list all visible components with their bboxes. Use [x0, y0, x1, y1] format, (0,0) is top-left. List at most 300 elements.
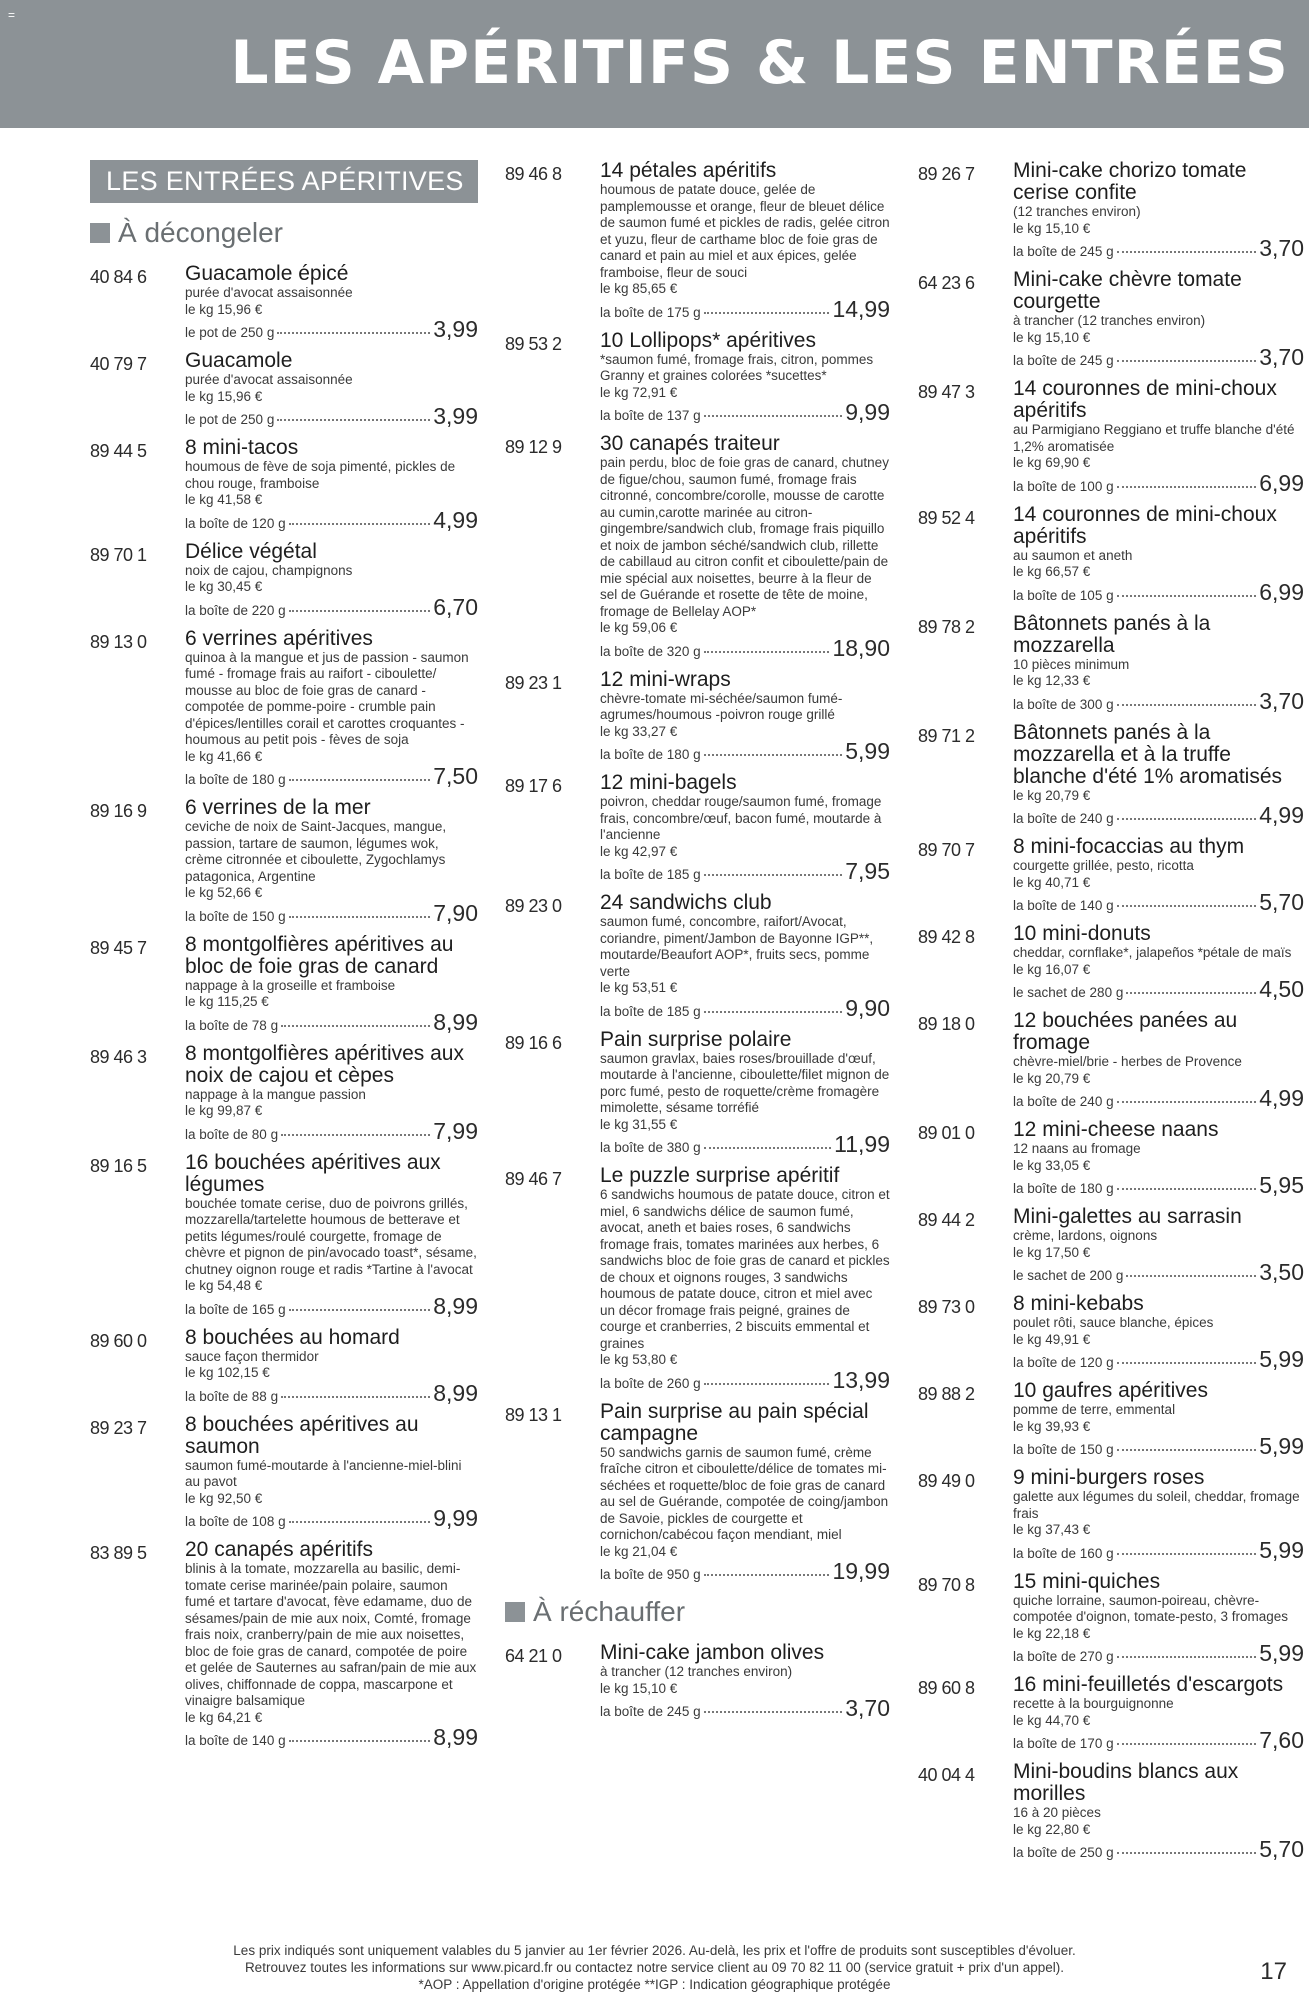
price-line: [185, 1726, 478, 1752]
package-label: la boîte de 88 g: [185, 1388, 279, 1404]
dotted-leader: [1117, 818, 1257, 820]
package-label: la boîte de 165 g: [185, 1301, 286, 1317]
price-line: [185, 1507, 478, 1533]
product-item: [505, 772, 890, 886]
product-description: saumon fumé, concombre, raifort/Avocat, coriandre, piment/Jambon de Bayonne IGP**, moutarde/Beaufort AOP*, fruits secs, pomme verte: [600, 914, 874, 979]
product-body: [1013, 1293, 1304, 1374]
price-line: [1013, 978, 1304, 1004]
product-code: 89 46 7: [505, 1169, 562, 1189]
product-item: [918, 1293, 1304, 1374]
dotted-leader: [1117, 704, 1257, 706]
product-item: [90, 934, 478, 1037]
product-name: 16 bouchées apéritives aux légumes: [185, 1150, 441, 1196]
product-name: 9 mini-burgers roses: [1013, 1466, 1205, 1489]
price-per-kg: le kg 20,79 €: [1013, 787, 1091, 803]
package-label: la boîte de 180 g: [1013, 1181, 1114, 1196]
product-body: [600, 669, 890, 767]
product-name: 24 sandwichs club: [600, 891, 772, 914]
price-line: [185, 405, 478, 431]
product-code: 89 46 8: [505, 164, 562, 184]
package-label: le sachet de 280 g: [1013, 985, 1124, 1000]
price-line: [1013, 1536, 1304, 1565]
product-item: [918, 269, 1304, 372]
product-description: (12 tranches environ): [1013, 204, 1141, 219]
product-price: 18,90: [832, 634, 890, 661]
product-description: noix de cajou, champignons: [185, 562, 353, 578]
package-label: la boîte de 380 g: [600, 1140, 701, 1155]
product-description: cheddar, cornflake*, jalapeños *pétale de maïs: [1013, 945, 1292, 960]
product-body: [1013, 836, 1304, 917]
price-line: [1013, 1261, 1304, 1287]
package-label: la boîte de 185 g: [600, 1003, 701, 1019]
product-code: 64 23 6: [918, 273, 975, 293]
product-item: [918, 1674, 1304, 1755]
product-description: saumon gravlax, baies roses/brouillade d'œuf, moutarde à l'ancienne, ciboulette/filet mignon de porc fumé, pesto de roquette/crème fromagère mimolette, sésame torréfié: [600, 1050, 890, 1115]
product-item: [918, 504, 1304, 607]
subheading-reheat: [505, 1596, 890, 1628]
product-code: 89 13 1: [505, 1404, 562, 1425]
product-price: 7,60: [1259, 1727, 1304, 1753]
product-name: 6 verrines de la mer: [185, 796, 371, 819]
product-item: [505, 1029, 890, 1160]
product-name: 12 mini-cheese naans: [1013, 1118, 1219, 1141]
package-label: la boîte de 160 g: [1013, 1545, 1114, 1561]
price-line: [600, 740, 890, 766]
product-name: 14 couronnes de mini-choux apéritifs: [1013, 502, 1277, 548]
product-name: Pain surprise polaire: [600, 1027, 792, 1051]
price-per-kg: le kg 42,97 €: [600, 843, 678, 859]
product-body: [185, 1539, 478, 1752]
dotted-leader: [704, 1147, 832, 1149]
product-description: à trancher (12 tranches environ): [600, 1664, 793, 1679]
product-item: [918, 923, 1304, 1004]
package-label: la boîte de 220 g: [185, 602, 286, 618]
product-body: [1013, 1010, 1304, 1113]
footer-validity: Les prix indiqués sont uniquement valables du 5 janvier au 1er février 2026. Au-delà, les prix et l'offre de produits sont susceptibles d'évoluer.: [233, 1943, 1076, 1958]
product-code: 89 12 9: [505, 437, 562, 457]
product-code: 89 49 0: [918, 1471, 975, 1491]
product-body: [1013, 1761, 1304, 1864]
dotted-leader: [704, 1383, 830, 1385]
square-bullet-icon: [90, 223, 110, 243]
product-description: galette aux légumes du soleil, cheddar, fromage frais: [1013, 1489, 1300, 1521]
product-description: houmous de fève de soja pimenté, pickles de chou rouge, framboise: [185, 459, 456, 491]
package-label: la boîte de 80 g: [185, 1126, 279, 1142]
product-price: 7,99: [433, 1117, 478, 1144]
product-body: [185, 541, 478, 622]
page-number: 17: [1260, 1958, 1287, 1985]
product-item: [505, 1165, 890, 1395]
price-per-kg: le kg 15,10 €: [1013, 329, 1091, 345]
package-label: la boîte de 245 g: [1013, 353, 1114, 368]
dotted-leader: [704, 1011, 843, 1013]
dotted-leader: [289, 916, 431, 918]
product-item: [918, 836, 1304, 917]
product-item: [90, 1152, 478, 1321]
product-price: 3,70: [1259, 235, 1304, 261]
price-line: [1013, 1348, 1304, 1374]
square-bullet-icon: [505, 1602, 525, 1622]
price-per-kg: le kg 15,96 €: [185, 301, 263, 317]
product-body: [185, 628, 478, 792]
dotted-leader: [1117, 595, 1257, 597]
product-description: quinoa à la mangue et jus de passion - saumon fumé - fromage frais au raifort - ciboulette/ mousse au bloc de foie gras de canard - compotée de pomme-poire - crumble pain d'épices/lentilles corail et carottes croquantes - houmous au petit pois - fèves de soja: [185, 649, 469, 747]
product-code: 89 16 6: [505, 1032, 562, 1053]
package-label: la boîte de 240 g: [1013, 811, 1114, 826]
product-body: [600, 330, 890, 428]
product-body: [1013, 1571, 1304, 1669]
product-body: [1013, 160, 1304, 263]
product-name: 16 mini-feuilletés d'escargots: [1013, 1673, 1284, 1696]
product-item: [90, 541, 478, 622]
dotted-leader: [1117, 1743, 1257, 1745]
product-body: [185, 934, 478, 1037]
product-price: 3,70: [845, 1695, 890, 1721]
product-description: bouchée tomate cerise, duo de poivrons grillés, mozzarella/tartelette houmous de betterave et petits légumes/roulé courgette, fromage de chèvre et pignon de pin/avocado toast*, sésame, chutney oignon rouge et radis *Tartine à l'avocat: [185, 1195, 477, 1277]
product-code: 89 45 7: [90, 937, 147, 958]
product-code: 83 89 5: [90, 1543, 147, 1563]
product-body: [600, 1029, 890, 1160]
product-item: [918, 722, 1304, 831]
product-price: 5,70: [1259, 1836, 1304, 1862]
corner-mark: =: [8, 8, 16, 22]
price-line: [600, 401, 890, 427]
product-description: purée d'avocat assaisonnée: [185, 285, 353, 300]
product-item: [90, 263, 478, 344]
product-name: Le puzzle surprise apéritif: [600, 1164, 840, 1187]
product-price: 5,99: [1259, 1433, 1304, 1459]
product-code: 89 26 7: [918, 164, 975, 184]
price-line: [1013, 346, 1304, 372]
product-name: 30 canapés traiteur: [600, 432, 780, 455]
page-banner: [0, 0, 1309, 128]
price-line: [185, 593, 478, 622]
price-per-kg: le kg 17,50 €: [1013, 1244, 1091, 1260]
price-per-kg: le kg 99,87 €: [185, 1103, 263, 1118]
package-label: la boîte de 320 g: [600, 643, 701, 659]
price-per-kg: le kg 102,15 €: [185, 1365, 270, 1380]
product-name: Mini-cake jambon olives: [600, 1641, 825, 1664]
price-line: [1013, 804, 1304, 830]
price-per-kg: le kg 15,10 €: [1013, 220, 1091, 236]
product-body: [600, 772, 890, 886]
package-label: la boîte de 180 g: [185, 772, 286, 787]
price-per-kg: le kg 115,25 €: [185, 994, 269, 1009]
package-label: la boîte de 140 g: [185, 1733, 286, 1748]
product-description: chèvre-tomate mi-séchée/saumon fumé-agrumes/houmous -poivron rouge grillé: [600, 690, 843, 722]
price-line: [1013, 1729, 1304, 1755]
price-line: [185, 318, 478, 344]
price-line: [1013, 1642, 1304, 1668]
product-price: 9,90: [845, 994, 890, 1021]
package-label: la boîte de 137 g: [600, 408, 701, 423]
dotted-leader: [289, 610, 431, 612]
price-per-kg: le kg 53,80 €: [600, 1352, 678, 1367]
product-description: 6 sandwichs houmous de patate douce, citron et miel, 6 sandwichs délice de saumon fumé, avocat, aneth et baies roses, 6 sandwichs fromage frais, tomates marinées aux herbes, 6 sandwichs bloc de foie gras de canard et pickles de choux et oignons rouges, 3 sandwichs houmous de patate douce, citron et miel avec un décor fromage frais peigné, graines de courge et cranberries, 2 biscuits emmental et graines: [600, 1187, 890, 1351]
product-description: courgette grillée, pesto, ricotta: [1013, 858, 1194, 873]
price-line: [1013, 1435, 1304, 1461]
product-code: 89 53 2: [505, 333, 562, 354]
product-body: [1013, 269, 1304, 372]
dotted-leader: [1117, 251, 1257, 253]
product-code: 89 16 5: [90, 1155, 147, 1176]
price-per-kg: le kg 41,66 €: [185, 748, 263, 764]
dotted-leader: [1117, 1449, 1257, 1451]
package-label: la boîte de 150 g: [185, 908, 286, 924]
product-price: 3,50: [1259, 1259, 1304, 1285]
product-name: 14 pétales apéritifs: [600, 159, 777, 182]
package-label: la boîte de 260 g: [600, 1375, 701, 1391]
product-code: 89 73 0: [918, 1297, 975, 1317]
package-label: la boîte de 140 g: [1013, 898, 1114, 913]
price-line: [1013, 1838, 1304, 1864]
product-description: 16 à 20 pièces: [1013, 1805, 1101, 1820]
product-name: 6 verrines apéritives: [185, 626, 373, 650]
product-body: [185, 437, 478, 535]
product-name: 12 mini-bagels: [600, 771, 737, 794]
product-code: 89 16 9: [90, 801, 147, 821]
product-price: 5,99: [1259, 1640, 1304, 1666]
price-line: [600, 295, 890, 324]
price-per-kg: le kg 64,21 €: [185, 1709, 263, 1725]
price-per-kg: le kg 15,10 €: [600, 1680, 678, 1696]
package-label: la boîte de 245 g: [1013, 244, 1114, 259]
product-description: ceviche de noix de Saint-Jacques, mangue, passion, tartare de saumon, légumes wok, crème citronnée et ciboulette, Zygochlamys patagonica, Argentine: [185, 819, 447, 884]
dotted-leader: [1117, 1656, 1257, 1658]
product-item: [505, 1642, 890, 1723]
product-price: 7,50: [433, 763, 478, 789]
package-label: la boîte de 180 g: [600, 747, 701, 762]
dotted-leader: [1126, 992, 1256, 994]
price-line: [1013, 578, 1304, 607]
product-item: [90, 1043, 478, 1146]
price-per-kg: le kg 22,18 €: [1013, 1625, 1091, 1641]
product-price: 3,99: [433, 403, 478, 429]
product-price: 5,95: [1259, 1172, 1304, 1198]
product-name: 8 bouchées au homard: [185, 1325, 400, 1349]
package-label: la boîte de 108 g: [185, 1514, 286, 1529]
product-item: [918, 613, 1304, 716]
dotted-leader: [1117, 360, 1257, 362]
product-item: [90, 1539, 478, 1752]
dotted-leader: [704, 312, 830, 314]
footer-legend: *AOP : Appellation d'origine protégée **IGP : Indication géographique protégée: [418, 1977, 891, 1992]
dotted-leader: [281, 1134, 430, 1136]
product-code: 89 23 7: [90, 1417, 147, 1438]
price-per-kg: le kg 33,27 €: [600, 723, 678, 739]
product-body: [1013, 1206, 1304, 1287]
product-body: [600, 1401, 890, 1587]
price-per-kg: le kg 37,43 €: [1013, 1522, 1091, 1537]
product-price: 3,70: [1259, 344, 1304, 370]
product-description: poivron, cheddar rouge/saumon fumé, fromage frais, concombre/œuf, bacon fumé, moutarde à l'ancienne: [600, 794, 882, 842]
product-name: 8 montgolfières apéritives aux noix de cajou et cèpes: [185, 1041, 464, 1087]
product-item: [918, 1761, 1304, 1864]
price-per-kg: le kg 72,91 €: [600, 384, 678, 400]
product-description: pain perdu, bloc de foie gras de canard, chutney de figue/chou, saumon fumé, fromage frais citronné, concombre/corolle, mousse de carotte au cumin,carotte marinée au citron-gingembre/sandwich club, fromage frais piquillo et noix de jambon séché/sandwich club, rillette de cabillaud au citron confit et ciboulette/pain de mie spécial aux noisettes, beurre à la fleur de sel de Guérande et rosette de tête de moine, fromage de Bellelay AOP*: [600, 455, 889, 619]
product-name: Pain surprise au pain spécial campagne: [600, 1399, 869, 1445]
product-price: 4,99: [1259, 802, 1304, 828]
product-code: 89 52 4: [918, 507, 975, 528]
product-body: [600, 1642, 890, 1723]
product-price: 14,99: [832, 295, 890, 322]
product-code: 89 46 3: [90, 1046, 147, 1067]
product-body: [185, 350, 478, 431]
dotted-leader: [704, 651, 830, 653]
product-item: [918, 1571, 1304, 1669]
product-name: Mini-cake chèvre tomate courgette: [1013, 268, 1242, 313]
product-name: Mini-cake chorizo tomate cerise confite: [1013, 159, 1247, 204]
column-3: [918, 160, 1304, 1870]
product-description: au saumon et aneth: [1013, 547, 1133, 563]
product-description: *saumon fumé, fromage frais, citron, pommes Granny et graines colorées *sucettes*: [600, 351, 874, 383]
product-price: 3,99: [433, 316, 478, 342]
package-label: la boîte de 175 g: [600, 304, 701, 320]
dotted-leader: [281, 1396, 430, 1398]
product-code: 89 78 2: [918, 616, 975, 637]
product-code: 89 44 2: [918, 1210, 975, 1230]
package-label: le pot de 250 g: [185, 412, 275, 427]
dotted-leader: [704, 415, 843, 417]
product-price: 8,99: [433, 1724, 478, 1750]
product-code: 40 84 6: [90, 267, 147, 287]
product-body: [1013, 1467, 1304, 1565]
product-name: Bâtonnets panés à la mozzarella et à la truffe blanche d'été 1% aromatisés: [1013, 720, 1283, 788]
product-name: 8 mini-tacos: [185, 436, 299, 459]
product-price: 4,50: [1259, 976, 1304, 1002]
package-label: la boîte de 150 g: [1013, 1442, 1114, 1457]
dotted-leader: [277, 419, 430, 421]
product-list: [918, 160, 1304, 1864]
package-label: la boîte de 250 g: [1013, 1845, 1114, 1860]
product-price: 19,99: [832, 1558, 890, 1584]
dotted-leader: [704, 1711, 843, 1713]
dotted-leader: [277, 332, 430, 334]
dotted-leader: [1117, 905, 1257, 907]
product-price: 7,90: [433, 899, 478, 926]
product-item: [918, 1010, 1304, 1113]
product-item: [505, 669, 890, 767]
price-line: [600, 1366, 890, 1395]
price-per-kg: le kg 66,57 €: [1013, 564, 1091, 579]
product-item: [90, 437, 478, 535]
product-body: [1013, 504, 1304, 607]
price-per-kg: le kg 41,58 €: [185, 492, 263, 507]
product-description: à trancher (12 tranches environ): [1013, 313, 1206, 328]
product-body: [600, 892, 890, 1023]
product-item: [918, 160, 1304, 263]
subheading-label: À réchauffer: [533, 1596, 686, 1627]
product-description: recette à la bourguignonne: [1013, 1696, 1174, 1711]
dotted-leader: [289, 779, 431, 781]
product-item: [505, 892, 890, 1023]
subheading-frozen: [90, 217, 478, 249]
price-per-kg: le kg 52,66 €: [185, 885, 263, 900]
product-name: Guacamole: [185, 349, 293, 372]
product-description: blinis à la tomate, mozzarella au basilic, demi-tomate cerise marinée/pain polaire, saumon fumé et tartare d'avocat, fève edamame, duo de sésames/pain de mie aux noix, Comté, fromage frais noix, cranberry/pain de mie aux noisettes, bloc de foie gras de canard, compotée de poire et gelée de Sauternes au safran/pain de mie aux olives, chiffonnade de coppa, mascarpone et vinaigre balsamique: [185, 1561, 477, 1708]
product-list: [90, 263, 478, 1752]
product-item: [90, 1414, 478, 1534]
product-code: 89 71 2: [918, 725, 975, 746]
price-line: [600, 1697, 890, 1723]
price-line: [1013, 237, 1304, 263]
product-code: 89 23 1: [505, 672, 562, 693]
product-name: 10 Lollipops* apéritives: [600, 328, 816, 352]
product-code: 89 13 0: [90, 631, 147, 652]
product-code: 89 88 2: [918, 1384, 975, 1404]
product-description: pomme de terre, emmental: [1013, 1402, 1176, 1417]
dotted-leader: [281, 1025, 430, 1027]
product-price: 6,70: [433, 593, 478, 620]
price-per-kg: le kg 69,90 €: [1013, 455, 1091, 470]
product-description: houmous de patate douce, gelée de pamplemousse et orange, fleur de bleuet délice de saumon fumé et pickles de radis, gelée citron et yuzu, fleur de carthame bloc de foie gras de canard et pain au miel et aux épices, gelée framboise, fleur de souci: [600, 182, 890, 280]
product-name: 15 mini-quiches: [1013, 1569, 1161, 1593]
product-code: 89 01 0: [918, 1123, 975, 1143]
product-item: [90, 797, 478, 928]
price-per-kg: le kg 16,07 €: [1013, 961, 1091, 977]
product-body: [185, 1152, 478, 1321]
product-item: [505, 433, 890, 663]
package-label: la boîte de 950 g: [600, 1567, 701, 1582]
package-label: la boîte de 245 g: [600, 1704, 701, 1719]
price-line: [1013, 1087, 1304, 1113]
package-label: la boîte de 120 g: [1013, 1355, 1114, 1370]
product-name: 8 bouchées apéritives au saumon: [185, 1412, 419, 1458]
price-per-kg: le kg 85,65 €: [600, 281, 678, 296]
product-price: 6,99: [1259, 469, 1304, 496]
product-price: 7,95: [845, 858, 890, 884]
package-label: la boîte de 170 g: [1013, 1736, 1114, 1751]
column-1: [90, 160, 478, 1758]
price-line: [185, 506, 478, 535]
product-list: [505, 1642, 890, 1723]
dotted-leader: [1117, 1852, 1257, 1854]
package-label: la boîte de 100 g: [1013, 478, 1114, 494]
product-name: 8 montgolfières apéritives au bloc de foie gras de canard: [185, 932, 454, 978]
product-body: [1013, 378, 1304, 498]
product-price: 9,99: [845, 399, 890, 425]
product-name: Guacamole épicé: [185, 262, 349, 285]
product-list: [505, 160, 890, 1586]
product-description: 10 pièces minimum: [1013, 656, 1130, 672]
product-body: [185, 263, 478, 344]
package-label: la boîte de 185 g: [600, 867, 701, 882]
product-item: [918, 1380, 1304, 1461]
dotted-leader: [1117, 1553, 1257, 1555]
product-body: [185, 1414, 478, 1534]
product-item: [505, 160, 890, 324]
price-per-kg: le kg 12,33 €: [1013, 673, 1091, 688]
product-body: [1013, 1674, 1304, 1755]
price-line: [1013, 687, 1304, 716]
price-line: [1013, 1174, 1304, 1200]
product-name: 8 mini-kebabs: [1013, 1292, 1144, 1315]
price-line: [600, 1133, 890, 1159]
product-code: 40 79 7: [90, 354, 147, 374]
product-name: Mini-galettes au sarrasin: [1013, 1205, 1242, 1228]
price-per-kg: le kg 40,71 €: [1013, 874, 1091, 890]
product-name: 10 mini-donuts: [1013, 922, 1151, 945]
dotted-leader: [289, 1740, 431, 1742]
footer-contact: Retrouvez toutes les informations sur www.picard.fr ou contactez notre service client au 09 70 82 11 00 (service gratuit + prix d'un appel).: [244, 1960, 1065, 1975]
price-per-kg: le kg 20,79 €: [1013, 1070, 1091, 1086]
product-body: [185, 1327, 478, 1408]
product-description: nappage à la mangue passion: [185, 1086, 366, 1102]
product-price: 8,99: [433, 1292, 478, 1319]
product-description: 50 sandwichs garnis de saumon fumé, crème fraîche citron et ciboulette/délice de tomates mi-séchées et roquette/bloc de foie gras de canard au sel de Guérande, compotée de coing/jambon de Savoie, pickles de courgette et cornichon/cabécou façon mendiant, miel: [600, 1444, 889, 1542]
price-line: [1013, 891, 1304, 917]
product-description: saumon fumé-moutarde à l'ancienne-miel-blini au pavot: [185, 1457, 462, 1489]
